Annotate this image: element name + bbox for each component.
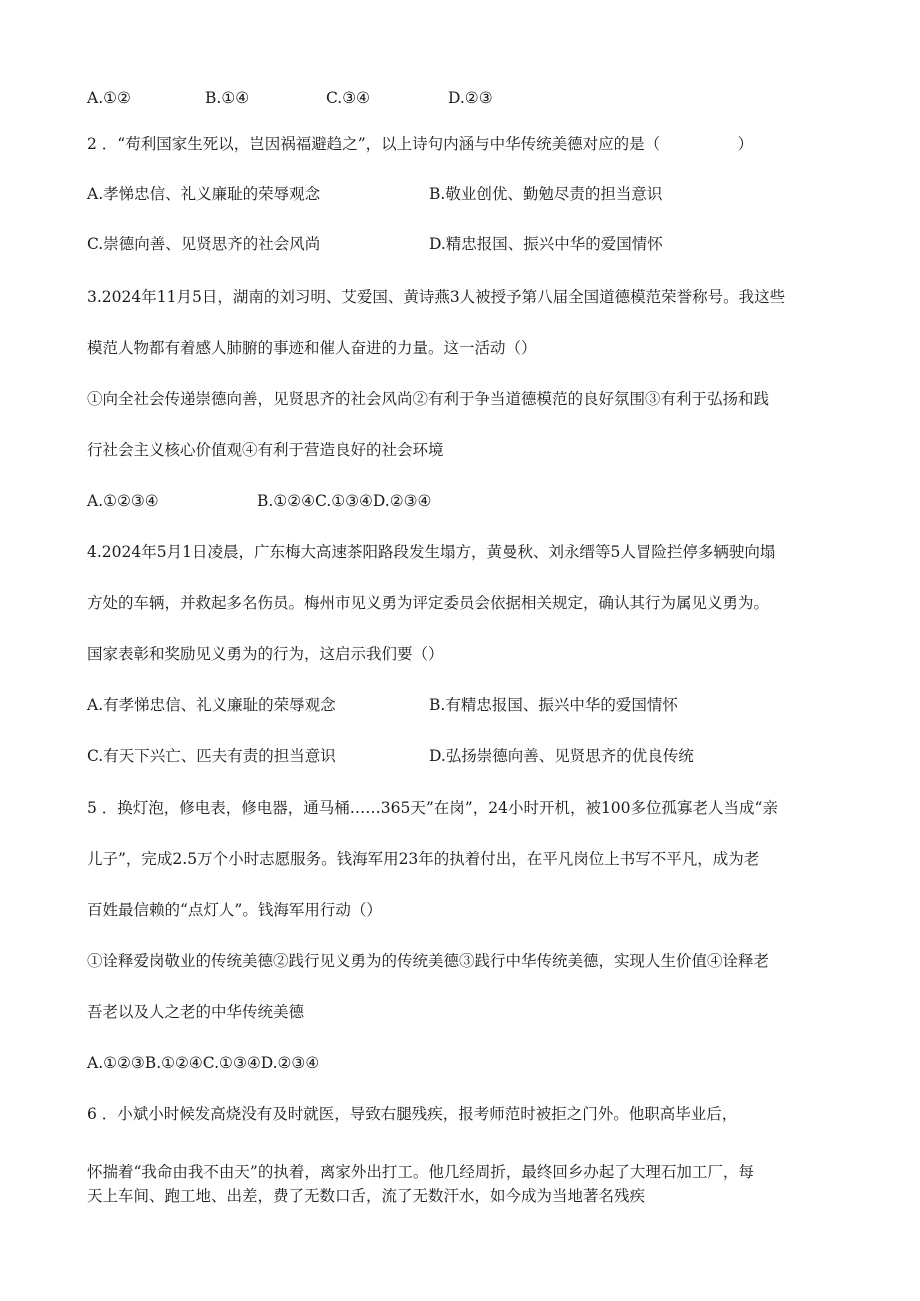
q1-options [87,88,847,108]
q5-stem-line2: 儿子”，完成2.5万个小时志愿服务。钱海军用23年的执着付出，在平凡岗位上书写不平凡，成为老 [87,850,760,868]
q2-option-d: D.精忠报国、振兴中华的爱国情怀 [429,235,663,253]
q4-option-a: A.有孝悌忠信、礼义廉耻的荣辱观念 [87,696,336,714]
q2-option-a: A.孝悌忠信、礼义廉耻的荣辱观念 [87,185,321,203]
q4-options-row2 [87,746,847,766]
q6-stem-line1: 6 ．小斌小时候发高烧没有及时就医，导致右腿残疾，报考师范时被拒之门外。他职高毕业后， [87,1105,738,1123]
q1-option-c: C.③④ [326,89,371,107]
q6-stem-line3: 天上车间、跑工地、出差，费了无数口舌，流了无数汗水，如今成为当地著名残疾 [87,1187,646,1205]
q1-option-a: A.①② [87,89,131,107]
q5-statement-line1: ①诠释爱岗敬业的传统美德②践行见义勇为的传统美德③践行中华传统美德，实现人生价值④诠释老 [87,952,770,970]
q4-option-d: D.弘扬崇德向善、见贤思齐的优良传统 [429,747,694,765]
q2-option-b: B.敬业创优、勤勉尽责的担当意识 [429,185,663,203]
q4-stem-line3: 国家表彰和奖励见义勇为的行为，这启示我们要（） [87,645,444,663]
q3-option-bcd: B.①②④C.①③④D.②③④ [257,492,432,510]
q5-statement-line2: 吾老以及人之老的中华传统美德 [87,1003,305,1021]
q6-stem-line2: 怀揣着“我命由我不由天”的执着，离家外出打工。他几经周折，最终回乡办起了大理石加工厂，每 [87,1163,754,1181]
q3-stem-line2: 模范人物都有着感人肺腑的事迹和催人奋进的力量。这一活动（） [87,339,537,357]
q1-option-d: D.②③ [448,89,493,107]
q3-options [87,491,847,511]
q3-statement-line2: 行社会主义核心价值观④有利于营造良好的社会环境 [87,441,444,459]
q3-option-a: A.①②③④ [87,492,159,510]
q1-option-b: B.①④ [205,89,250,107]
q2-stem: 2 ．“苟利国家生死以，岂因祸福避趋之”，以上诗句内涵与中华传统美德对应的是（ ） [87,135,754,153]
q2-options-row2 [87,234,847,254]
q4-stem-line1: 4.2024年5月1日凌晨，广东梅大高速茶阳路段发生塌方，黄曼秋、刘永缙等5人冒险拦停多辆驶向塌 [87,543,776,561]
q5-stem-line1: 5 ．换灯泡，修电表，修电器，通马桶……365天”在岗”，24小时开机，被100多位孤寡老人当成“亲 [87,799,778,817]
q2-options-row1 [87,184,847,204]
q4-stem-line2: 方处的车辆，并救起多名伤员。梅州市见义勇为评定委员会依据相关规定，确认其行为属见义勇为。 [87,594,770,612]
q3-statement-line1: ①向全社会传递崇德向善，见贤思齐的社会风尚②有利于争当道德模范的良好氛围③有利于弘扬和践 [87,390,770,408]
q3-stem-line1: 3.2024年11月5日，湖南的刘习明、艾爱国、黄诗燕3人被授予第八届全国道德模范荣誉称号。我这些 [87,288,786,306]
q5-stem-line3: 百姓最信赖的“点灯人”。钱海军用行动（） [87,901,382,919]
q5-options: A.①②③B.①②④C.①③④D.②③④ [87,1054,320,1072]
q2-option-c: C.崇德向善、见贤思齐的社会风尚 [87,235,321,253]
q4-option-c: C.有天下兴亡、匹夫有责的担当意识 [87,747,336,765]
q4-option-b: B.有精忠报国、振兴中华的爱国情怀 [429,696,678,714]
q4-options-row1 [87,695,847,715]
